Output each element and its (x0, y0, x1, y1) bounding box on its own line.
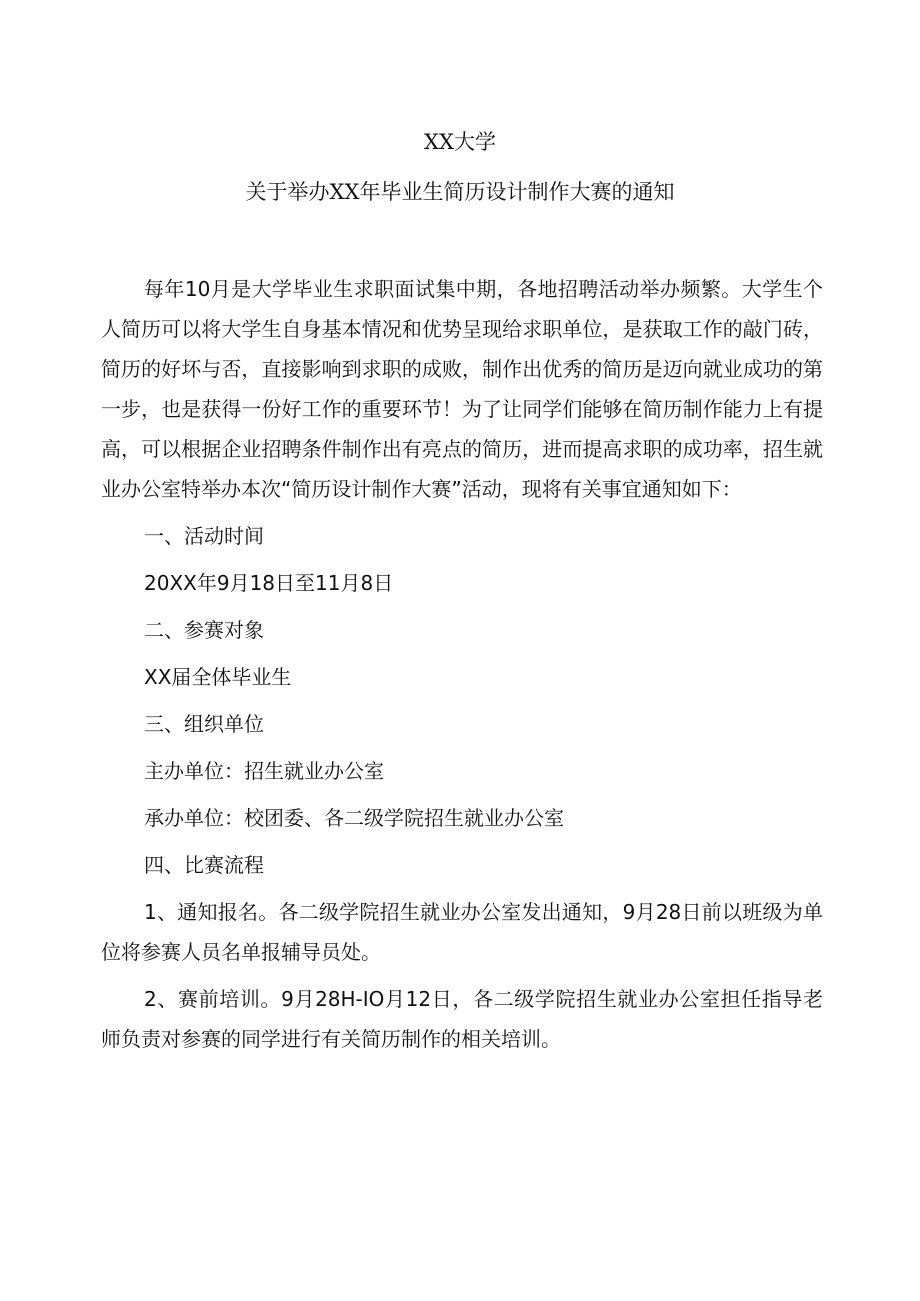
activity-time-text: 20XX年9月18日至11月8日 (144, 571, 394, 595)
co-organizer-text: 承办单位：校团委、各二级学院招生就业办公室 (144, 806, 564, 830)
section-heading-process: 四、比赛流程 (144, 853, 264, 877)
document-subtitle: 关于举办XX年毕业生简历设计制作大赛的通知 (245, 180, 675, 204)
participants-text: XX届全体毕业生 (144, 665, 292, 689)
section-heading-activity-time: 一、活动时间 (144, 524, 264, 548)
intro-paragraph: 每年10月是大学毕业生求职面试集中期，各地招聘活动举办频繁。大学生个人简历可以将大学生自身基本情况和优势呈现给求职单位，是获取工作的敲门砖，简历的好坏与否，直接影响到求职的成败，制作出优秀的简历是迈向就业成功的第一步，也是获得一份好工作的重要环节！为了让同学们能够在简历制作能力上有提高，可以根据企业招聘条件制作出有亮点的简历，进而提高求职的成功率，招生就业办公室特举办本次“简历设计制作大赛”活动，现将有关事宜通知如下： (101, 277, 823, 501)
document-body (101, 269, 823, 1066)
process-step-registration: 1、通知报名。各二级学院招生就业办公室发出通知，9月28日前以班级为单位将参赛人员名单报辅导员处。 (101, 900, 823, 964)
host-organizer-text: 主办单位：招生就业办公室 (144, 759, 384, 783)
document-title: XX大学 (424, 130, 496, 154)
section-heading-participants: 二、参赛对象 (144, 618, 264, 642)
section-heading-organizers: 三、组织单位 (144, 712, 264, 736)
process-step-training: 2、赛前培训。9月28H-IO月12日，各二级学院招生就业办公室担任指导老师负责对参赛的同学进行有关简历制作的相关培训。 (101, 987, 823, 1051)
